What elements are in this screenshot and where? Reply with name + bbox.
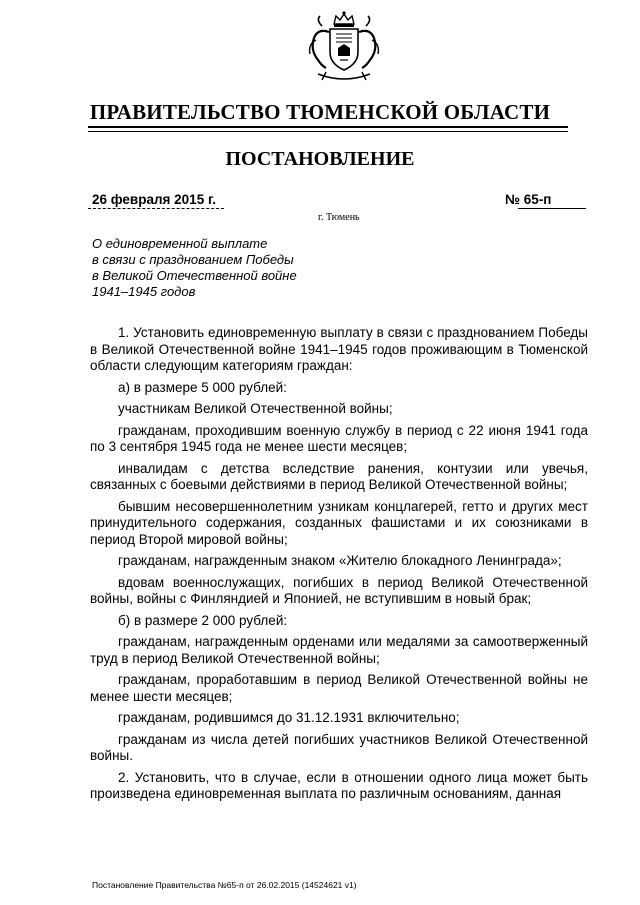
body-paragraph: гражданам из числа детей погибших участников Великой Отечественной войны. xyxy=(90,731,588,763)
body-paragraph: 2. Установить, что в случае, если в отношении одного лица может быть произведена единовременная выплата по различным основаниям, данная xyxy=(90,769,588,801)
body-paragraph: инвалидам с детства вследствие ранения, контузии или увечья, связанных с боевыми действиями в период Великой Отечественной войны; xyxy=(90,460,588,492)
body-paragraph: участникам Великой Отечественной войны; xyxy=(118,401,393,416)
document-date: 26 февраля 2015 г. xyxy=(92,192,216,207)
document-city: г. Тюмень xyxy=(318,212,360,223)
body-paragraph: гражданам, награжденным орденами или медалями за самоотверженный труд в период Великой Отечественной войны; xyxy=(90,634,588,666)
document-subject xyxy=(92,236,352,300)
body-paragraph: гражданам, родившимся до 31.12.1931 включительно; xyxy=(118,710,460,725)
number-underline xyxy=(518,208,586,209)
subject-line: в связи с празднованием Победы xyxy=(92,252,294,267)
subject-line: 1941–1945 годов xyxy=(92,284,196,299)
organization-title: ПРАВИТЕЛЬСТВО ТЮМЕНСКОЙ ОБЛАСТИ xyxy=(89,100,551,124)
document-body xyxy=(90,325,588,808)
body-paragraph: бывшим несовершеннолетним узникам концлагерей, гетто и других мест принудительного содержания, созданных фашистами и их союзниками в период Второй мировой войны; xyxy=(90,498,588,547)
body-paragraph: гражданам, проработавшим в период Великой Отечественной войны не менее шести месяцев; xyxy=(90,672,588,704)
body-paragraph: 1. Установить единовременную выплату в связи с празднованием Победы в Великой Отечественной войне 1941–1945 годов проживающим в Тюменской области следующим категориям граждан: xyxy=(90,325,588,373)
body-paragraph: вдовам военнослужащих, погибших в период Великой Отечественной войны, войны с Финляндией и Японией, не вступившим в новый брак; xyxy=(90,574,588,606)
header-rule-thick xyxy=(88,126,568,128)
subject-line: в Великой Отечественной войне xyxy=(92,268,297,283)
coat-of-arms-emblem xyxy=(296,10,392,86)
body-paragraph: а) в размере 5 000 рублей: xyxy=(118,379,287,395)
header-rule-thin xyxy=(88,131,568,132)
document-number: № 65-п xyxy=(505,192,552,207)
subject-line: О единовременной выплате xyxy=(92,236,268,251)
body-paragraph: гражданам, проходившим военную службу в период с 22 июня 1941 года по 3 сентября 1945 года не менее шести месяцев; xyxy=(90,422,588,454)
body-paragraph: б) в размере 2 000 рублей: xyxy=(118,612,288,628)
document-type-title: ПОСТАНОВЛЕНИЕ xyxy=(225,148,415,170)
date-underline xyxy=(88,208,224,209)
document-footer: Постановление Правительства №65-п от 26.02.2015 (14524621 v1) xyxy=(92,880,357,890)
body-paragraph: гражданам, награжденным знаком «Жителю блокадного Ленинграда»; xyxy=(118,553,562,568)
